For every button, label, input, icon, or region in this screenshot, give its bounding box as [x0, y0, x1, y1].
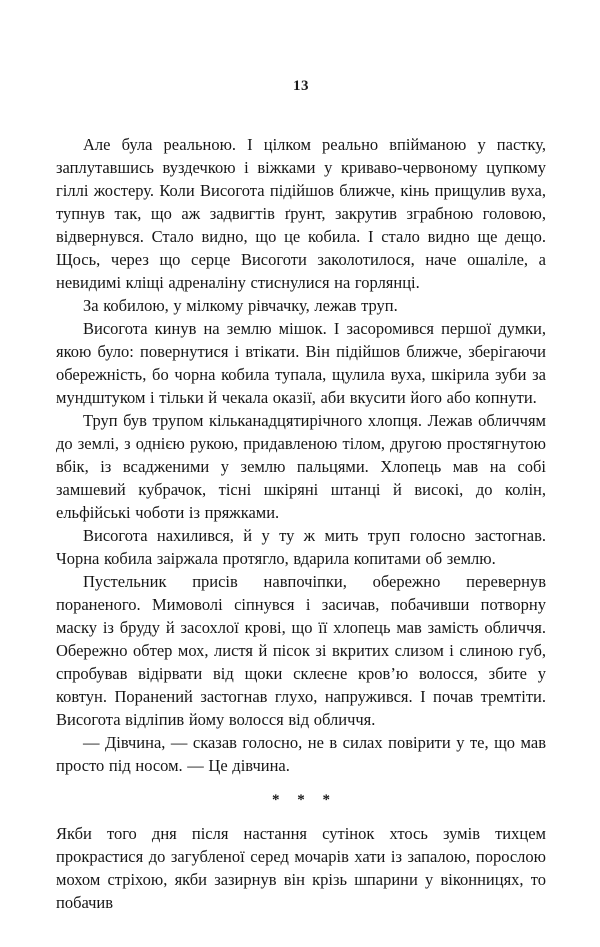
section-separator: * * *	[272, 792, 337, 808]
paragraph: Висогота кинув на землю мішок. І засоромився першої думки, якою було: повернутися і втікати. Він підійшов ближче, зберігаючи обережність, бо чорна кобила тупала, щулила вуха, шкірила зуби за мундштуком і тільки й чекала оказії, аби вкусити його або копнути.	[56, 319, 546, 407]
text-block	[56, 133, 546, 914]
paragraph: Але була реальною. І цілком реально впійманою у пастку, заплутавшись вуздечкою і віжками у криваво-червоному цупкому гіллі жостеру. Коли Висогота підійшов ближче, кінь прищулив вуха, тупнув так, що аж задвигтів ґрунт, закрутив зграбною головою, відвернувся. Стало видно, що це кобила. І стало видно ще дещо. Щось, через що серце Висоготи заколотилося, наче ошаліле, а невидимі кліщі адреналіну стиснулися на горлянці.	[56, 135, 546, 292]
paragraph-dialogue: — Дівчина, — сказав голосно, не в силах повірити у те, що мав просто під носом. — Це дівчина.	[56, 733, 546, 775]
paragraph: Труп був трупом кільканадцятирічного хлопця. Лежав обличчям до землі, з однією рукою, придавленою тілом, другою простягнутою вбік, із всадженими у землю пальцями. Хлопець мав на собі замшевий кубрачок, тісні шкіряні штанці й високі, до колін, ельфійські чоботи із пряжками.	[56, 411, 546, 522]
paragraph: Якби того дня після настання сутінок хтось зумів тихцем прокрастися до загубленої серед мочарів хати із запалою, порослою мохом стріхою, якби зазирнув він крізь шпарини у віконницях, то побачив	[56, 824, 546, 912]
paragraph: Висогота нахилився, й у ту ж мить труп голосно застогнав. Чорна кобила заіржала протягло, вдарила копитами об землю.	[56, 526, 546, 568]
paragraph: Пустельник присів навпочіпки, обережно перевернув пораненого. Мимоволі сіпнувся і засичав, побачивши потворну маску із бруду й засохлої крові, що її хлопець мав замість обличчя. Обережно обтер мох, листя й пісок зі вкритих слизом і слиною губ, спробував відірвати від щоки склеєне кров’ю волосся, збите у ковтун. Поранений застогнав глухо, напружився. І почав тремтіти. Висогота відліпив йому волосся від обличчя.	[56, 572, 546, 729]
paragraph: За кобилою, у мілкому рівчачку, лежав труп.	[83, 296, 398, 315]
page-number: 13	[293, 78, 309, 94]
